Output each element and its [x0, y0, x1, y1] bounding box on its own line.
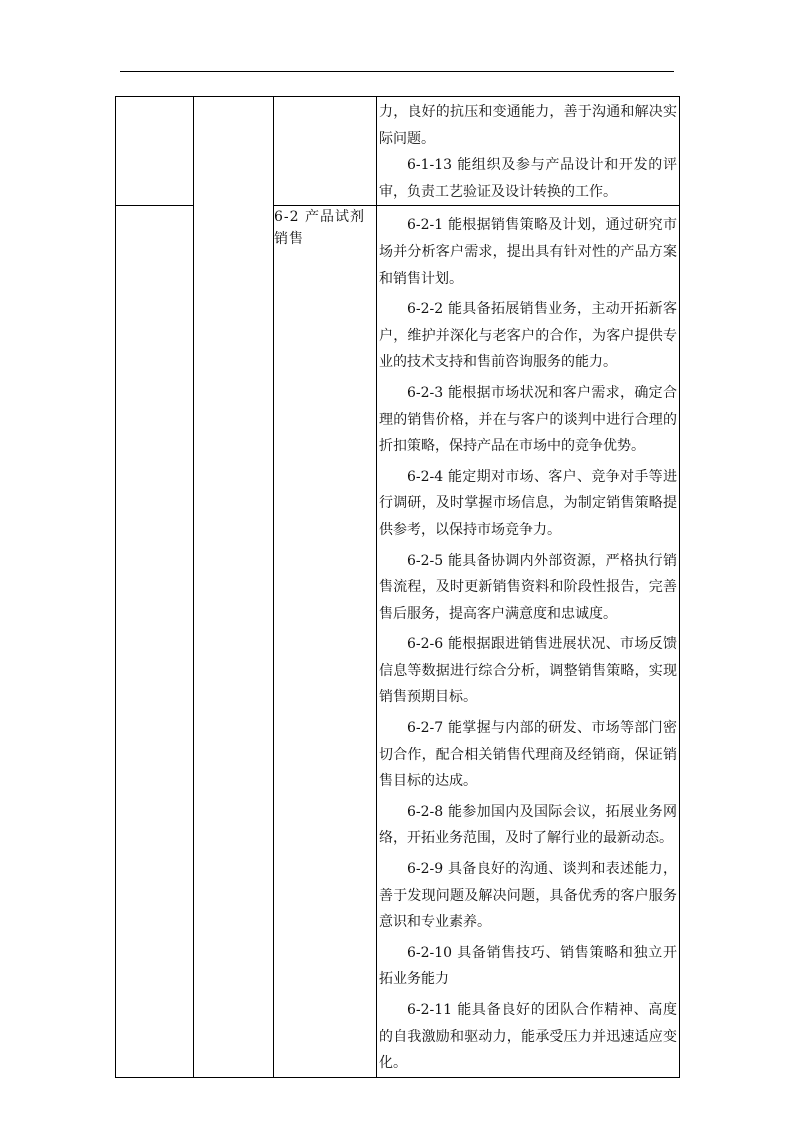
table-cell — [274, 97, 377, 206]
header-rule — [120, 71, 674, 72]
list-item: 6-2-9 具备良好的沟通、谈判和表述能力，善于发现问题及解决问题，具备优秀的客户服务意识和专业素养。 — [379, 861, 677, 931]
list-item: 6-1-13 能组织及参与产品设计和开发的评审，负责工艺验证及设计转换的工作。 — [379, 157, 677, 200]
table-cell — [116, 206, 194, 1077]
list-item: 6-2-6 能根据跟进销售进展状况、市场反馈信息等数据进行综合分析，调整销售策略，实现销售预期目标。 — [379, 636, 677, 706]
list-item: 力，良好的抗压和变通能力，善于沟通和解决实际问题。 — [379, 104, 677, 147]
category-cell: 6-2 产品试剂销售 — [274, 206, 377, 1077]
list-item: 6-2-8 能参加国内及国际会议，拓展业务网络，开拓业务范围，及时了解行业的最新动态。 — [379, 803, 677, 847]
table-row — [116, 97, 680, 206]
table-cell — [116, 97, 194, 206]
list-item: 6-2-11 能具备良好的团队合作精神、高度的自我激励和驱动力，能承受压力并迅速适应变化。 — [379, 1002, 677, 1072]
list-item: 6-2-5 能具备协调内外部资源，严格执行销售流程，及时更新销售资料和阶段性报告，完善售后服务，提高客户满意度和忠诚度。 — [379, 552, 677, 622]
list-item: 6-2-10 具备销售技巧、销售策略和独立开拓业务能力 — [379, 944, 677, 988]
competency-table — [115, 96, 680, 1078]
table-cell — [377, 97, 680, 206]
list-item: 6-2-2 能具备拓展销售业务，主动开拓新客户，维护并深化与老客户的合作，为客户提供专业的技术支持和售前咨询服务的能力。 — [379, 301, 677, 371]
table-cell — [377, 206, 680, 1077]
list-item: 6-2-4 能定期对市场、客户、竞争对手等进行调研，及时掌握市场信息，为制定销售策略提供参考，以保持市场竞争力。 — [379, 468, 677, 538]
list-item: 6-2-1 能根据销售策略及计划，通过研究市场并分析客户需求，提出具有针对性的产品方案和销售计划。 — [379, 217, 677, 287]
table-cell — [194, 97, 274, 1078]
list-item: 6-2-7 能掌握与内部的研发、市场等部门密切合作，配合相关销售代理商及经销商，保证销售目标的达成。 — [379, 720, 677, 790]
list-item: 6-2-3 能根据市场状况和客户需求，确定合理的销售价格，并在与客户的谈判中进行合理的折扣策略，保持产品在市场中的竞争优势。 — [379, 384, 677, 455]
